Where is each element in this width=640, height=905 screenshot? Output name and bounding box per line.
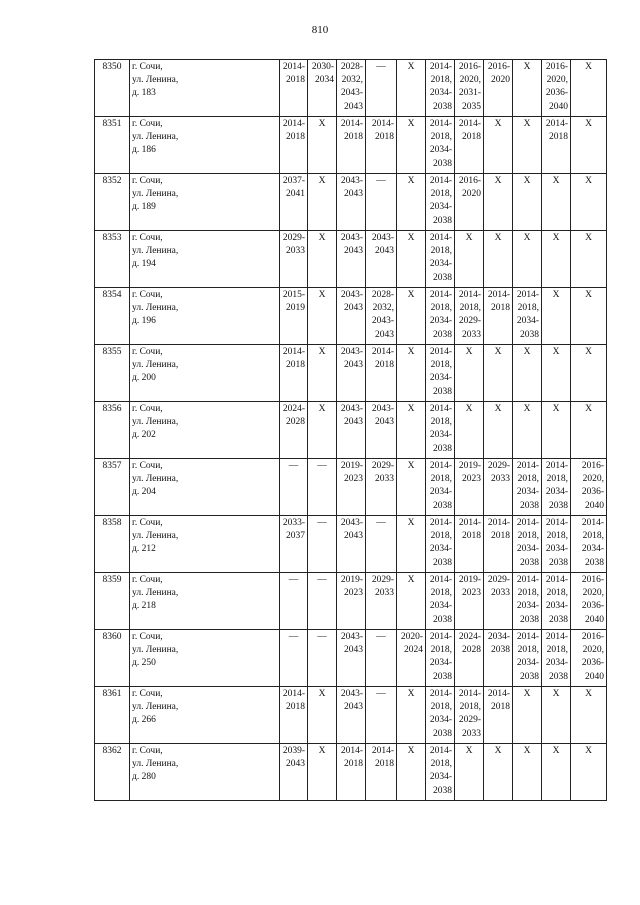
address-line: г. Сочи, [132, 746, 163, 756]
row-number: 8353 [95, 231, 130, 288]
schedule-cell: 2019- 2023 [455, 459, 484, 516]
address-line: ул. Ленина, [132, 588, 179, 599]
address-cell [130, 459, 280, 516]
schedule-cell: 2014- 2018 [455, 516, 484, 573]
schedule-cell: 2014- 2018 [484, 687, 513, 744]
schedule-cell: 2028- 2032, 2043- 2043 [366, 288, 397, 345]
address-line: ул. Ленина, [132, 531, 179, 542]
schedule-cell: X [397, 231, 426, 288]
schedule-cell: 2034- 2038 [484, 630, 513, 687]
address-line: г. Сочи, [132, 689, 163, 699]
schedule-cell: X [513, 687, 542, 744]
schedule-cell: 2043- 2043 [337, 630, 366, 687]
schedule-cell: 2014- 2018, 2034- 2038 [426, 516, 455, 573]
address-cell [130, 516, 280, 573]
schedule-cell: X [397, 345, 426, 402]
row-number: 8350 [95, 60, 130, 117]
schedule-cell: X [397, 459, 426, 516]
table-row [95, 630, 607, 687]
schedule-cell: — [280, 630, 308, 687]
schedule-cell: 2030- 2034 [308, 60, 337, 117]
schedule-cell: X [571, 174, 607, 231]
schedule-cell: 2028- 2032, 2043- 2043 [337, 60, 366, 117]
schedule-cell: 2016- 2020, 2036- 2040 [571, 630, 607, 687]
schedule-cell: X [571, 687, 607, 744]
address-line: г. Сочи, [132, 575, 163, 585]
schedule-cell: 2014- 2018 [337, 117, 366, 174]
schedule-cell: X [397, 288, 426, 345]
address-line: д. 186 [132, 145, 156, 156]
schedule-cell: 2014- 2018, 2034- 2038 [571, 516, 607, 573]
address-line: г. Сочи, [132, 62, 163, 72]
row-number: 8360 [95, 630, 130, 687]
address-line: д. 204 [132, 487, 156, 498]
schedule-cell: 2014- 2018, 2034- 2038 [426, 630, 455, 687]
row-number: 8362 [95, 744, 130, 801]
schedule-cell: — [308, 459, 337, 516]
schedule-cell: X [484, 231, 513, 288]
schedule-cell: X [571, 744, 607, 801]
address-cell [130, 744, 280, 801]
schedule-cell: X [484, 174, 513, 231]
schedule-cell: 2014- 2018, 2034- 2038 [426, 288, 455, 345]
schedule-cell: 2014- 2018, 2034- 2038 [426, 174, 455, 231]
address-line: ул. Ленина, [132, 417, 179, 428]
schedule-cell: X [397, 60, 426, 117]
schedule-cell: 2043- 2043 [337, 402, 366, 459]
row-number: 8357 [95, 459, 130, 516]
schedule-cell: 2016- 2020, 2031- 2035 [455, 60, 484, 117]
row-number: 8359 [95, 573, 130, 630]
schedule-cell: 2014- 2018, 2034- 2038 [513, 459, 542, 516]
schedule-cell: 2016- 2020 [455, 174, 484, 231]
schedule-cell: 2016- 2020 [484, 60, 513, 117]
schedule-cell: X [308, 117, 337, 174]
table-row [95, 231, 607, 288]
table-row [95, 744, 607, 801]
address-line: г. Сочи, [132, 176, 163, 186]
schedule-cell: 2014- 2018, 2034- 2038 [513, 288, 542, 345]
schedule-cell: — [308, 630, 337, 687]
schedule-cell: 2024- 2028 [280, 402, 308, 459]
schedule-cell: 2014- 2018, 2034- 2038 [513, 630, 542, 687]
schedule-cell: — [280, 459, 308, 516]
table-row [95, 174, 607, 231]
schedule-cell: — [366, 687, 397, 744]
schedule-cell: — [366, 516, 397, 573]
address-cell [130, 174, 280, 231]
schedule-cell: X [513, 174, 542, 231]
schedule-cell: X [484, 402, 513, 459]
schedule-cell: X [513, 231, 542, 288]
schedule-cell: X [542, 231, 571, 288]
address-line: д. 196 [132, 316, 156, 327]
schedule-cell: X [397, 402, 426, 459]
schedule-cell: 2014- 2018 [542, 117, 571, 174]
schedule-cell: X [484, 117, 513, 174]
schedule-cell: 2029- 2033 [484, 573, 513, 630]
address-cell [130, 288, 280, 345]
schedule-cell: 2019- 2023 [337, 573, 366, 630]
table-row [95, 402, 607, 459]
address-line: г. Сочи, [132, 290, 163, 300]
schedule-cell: X [513, 744, 542, 801]
address-line: г. Сочи, [132, 233, 163, 243]
page-number: 810 [311, 24, 329, 36]
address-line: д. 183 [132, 88, 156, 99]
schedule-cell: — [308, 573, 337, 630]
schedule-cell: 2014- 2018, 2034- 2038 [426, 60, 455, 117]
address-line: г. Сочи, [132, 518, 163, 528]
table-row [95, 117, 607, 174]
schedule-cell: X [484, 345, 513, 402]
schedule-cell: 2043- 2043 [337, 516, 366, 573]
schedule-cell: 2014- 2018, 2034- 2038 [426, 744, 455, 801]
address-line: ул. Ленина, [132, 702, 179, 713]
housing-repair-schedule-table [94, 59, 607, 801]
table-row [95, 60, 607, 117]
address-cell [130, 60, 280, 117]
schedule-cell: 2043- 2043 [337, 174, 366, 231]
schedule-cell: 2029- 2033 [484, 459, 513, 516]
schedule-cell: X [308, 174, 337, 231]
schedule-cell: X [542, 687, 571, 744]
schedule-cell: X [455, 345, 484, 402]
address-line: ул. Ленина, [132, 303, 179, 314]
address-line: ул. Ленина, [132, 759, 179, 770]
address-line: д. 266 [132, 715, 156, 726]
schedule-cell: X [397, 117, 426, 174]
schedule-cell: 2016- 2020, 2036- 2040 [571, 573, 607, 630]
schedule-cell: 2029- 2033 [366, 459, 397, 516]
schedule-cell: 2014- 2018, 2034- 2038 [513, 573, 542, 630]
schedule-cell: 2016- 2020, 2036- 2040 [571, 459, 607, 516]
schedule-cell: X [308, 402, 337, 459]
schedule-cell: X [308, 288, 337, 345]
address-line: г. Сочи, [132, 461, 163, 471]
address-line: д. 194 [132, 259, 156, 270]
address-line: ул. Ленина, [132, 246, 179, 257]
schedule-cell: X [542, 345, 571, 402]
address-line: г. Сочи, [132, 347, 163, 357]
schedule-cell: 2014- 2018, 2034- 2038 [426, 687, 455, 744]
address-cell [130, 573, 280, 630]
schedule-cell: — [366, 174, 397, 231]
table-row [95, 288, 607, 345]
schedule-cell: X [308, 345, 337, 402]
address-line: ул. Ленина, [132, 132, 179, 143]
schedule-cell: X [571, 402, 607, 459]
address-line: ул. Ленина, [132, 474, 179, 485]
schedule-cell: X [571, 345, 607, 402]
schedule-cell: X [513, 60, 542, 117]
schedule-cell: 2014- 2018 [280, 117, 308, 174]
row-number: 8351 [95, 117, 130, 174]
schedule-cell: 2014- 2018 [455, 117, 484, 174]
schedule-cell: X [513, 345, 542, 402]
schedule-cell: 2014- 2018 [337, 744, 366, 801]
address-line: д. 218 [132, 601, 156, 612]
schedule-cell: 2020- 2024 [397, 630, 426, 687]
schedule-cell: 2039- 2043 [280, 744, 308, 801]
schedule-cell: 2014- 2018, 2034- 2038 [426, 402, 455, 459]
row-number: 8356 [95, 402, 130, 459]
schedule-cell: 2043- 2043 [366, 231, 397, 288]
schedule-cell: X [455, 231, 484, 288]
schedule-cell: X [513, 117, 542, 174]
schedule-cell: 2014- 2018 [280, 345, 308, 402]
schedule-cell: 2014- 2018, 2029- 2033 [455, 687, 484, 744]
schedule-cell: 2024- 2028 [455, 630, 484, 687]
schedule-cell: 2015- 2019 [280, 288, 308, 345]
schedule-cell: X [455, 402, 484, 459]
address-line: д. 250 [132, 658, 156, 669]
schedule-cell: X [542, 402, 571, 459]
schedule-cell: 2014- 2018 [366, 345, 397, 402]
schedule-cell: 2043- 2043 [337, 687, 366, 744]
schedule-cell: 2016- 2020, 2036- 2040 [542, 60, 571, 117]
table-row [95, 459, 607, 516]
schedule-cell: 2014- 2018, 2034- 2038 [542, 459, 571, 516]
schedule-cell: 2043- 2043 [337, 231, 366, 288]
address-cell [130, 687, 280, 744]
table-row [95, 573, 607, 630]
schedule-cell: 2014- 2018, 2034- 2038 [426, 117, 455, 174]
address-line: д. 200 [132, 373, 156, 384]
schedule-cell: — [366, 630, 397, 687]
schedule-cell: — [308, 516, 337, 573]
schedule-cell: X [397, 573, 426, 630]
schedule-cell: X [484, 744, 513, 801]
address-line: ул. Ленина, [132, 75, 179, 86]
row-number: 8354 [95, 288, 130, 345]
address-cell [130, 117, 280, 174]
schedule-cell: X [513, 402, 542, 459]
row-number: 8361 [95, 687, 130, 744]
address-cell [130, 630, 280, 687]
schedule-cell: X [571, 60, 607, 117]
schedule-cell: 2014- 2018, 2034- 2038 [426, 573, 455, 630]
address-line: д. 189 [132, 202, 156, 213]
schedule-cell: 2037- 2041 [280, 174, 308, 231]
schedule-cell: 2019- 2023 [455, 573, 484, 630]
schedule-cell: X [397, 744, 426, 801]
address-line: г. Сочи, [132, 632, 163, 642]
row-number: 8358 [95, 516, 130, 573]
schedule-cell: X [542, 174, 571, 231]
schedule-cell: 2014- 2018, 2029- 2033 [455, 288, 484, 345]
schedule-cell: X [571, 288, 607, 345]
schedule-cell: X [308, 744, 337, 801]
schedule-cell: 2014- 2018, 2034- 2038 [542, 573, 571, 630]
schedule-cell: 2014- 2018, 2034- 2038 [426, 459, 455, 516]
address-line: д. 212 [132, 544, 156, 555]
table-row [95, 345, 607, 402]
schedule-cell: 2014- 2018, 2034- 2038 [426, 345, 455, 402]
schedule-cell: 2029- 2033 [280, 231, 308, 288]
schedule-cell: 2033- 2037 [280, 516, 308, 573]
schedule-cell: X [542, 288, 571, 345]
schedule-cell: X [397, 174, 426, 231]
table-row [95, 516, 607, 573]
address-line: д. 202 [132, 430, 156, 441]
schedule-cell: X [397, 516, 426, 573]
address-cell [130, 402, 280, 459]
schedule-cell: 2014- 2018 [484, 288, 513, 345]
table-row [95, 687, 607, 744]
address-line: ул. Ленина, [132, 360, 179, 371]
address-line: ул. Ленина, [132, 189, 179, 200]
address-line: ул. Ленина, [132, 645, 179, 656]
schedule-cell: X [308, 231, 337, 288]
schedule-cell: 2043- 2043 [337, 345, 366, 402]
row-number: 8352 [95, 174, 130, 231]
schedule-cell: X [542, 744, 571, 801]
schedule-cell: X [308, 687, 337, 744]
schedule-cell: 2014- 2018, 2034- 2038 [542, 516, 571, 573]
address-cell [130, 345, 280, 402]
schedule-cell: 2014- 2018, 2034- 2038 [542, 630, 571, 687]
address-cell [130, 231, 280, 288]
schedule-cell: X [571, 117, 607, 174]
schedule-cell: 2014- 2018 [280, 687, 308, 744]
schedule-cell: 2014- 2018, 2034- 2038 [513, 516, 542, 573]
schedule-cell: 2014- 2018 [366, 744, 397, 801]
schedule-cell: — [280, 573, 308, 630]
schedule-cell: 2029- 2033 [366, 573, 397, 630]
schedule-cell: 2014- 2018 [484, 516, 513, 573]
schedule-cell: 2043- 2043 [337, 288, 366, 345]
schedule-cell: — [366, 60, 397, 117]
schedule-cell: 2019- 2023 [337, 459, 366, 516]
schedule-cell: 2014- 2018 [366, 117, 397, 174]
schedule-cell: X [397, 687, 426, 744]
address-line: д. 280 [132, 772, 156, 783]
schedule-cell: X [455, 744, 484, 801]
schedule-cell: 2014- 2018, 2034- 2038 [426, 231, 455, 288]
schedule-cell: 2014- 2018 [280, 60, 308, 117]
address-line: г. Сочи, [132, 404, 163, 414]
schedule-cell: X [571, 231, 607, 288]
schedule-cell: 2043- 2043 [366, 402, 397, 459]
row-number: 8355 [95, 345, 130, 402]
address-line: г. Сочи, [132, 119, 163, 129]
